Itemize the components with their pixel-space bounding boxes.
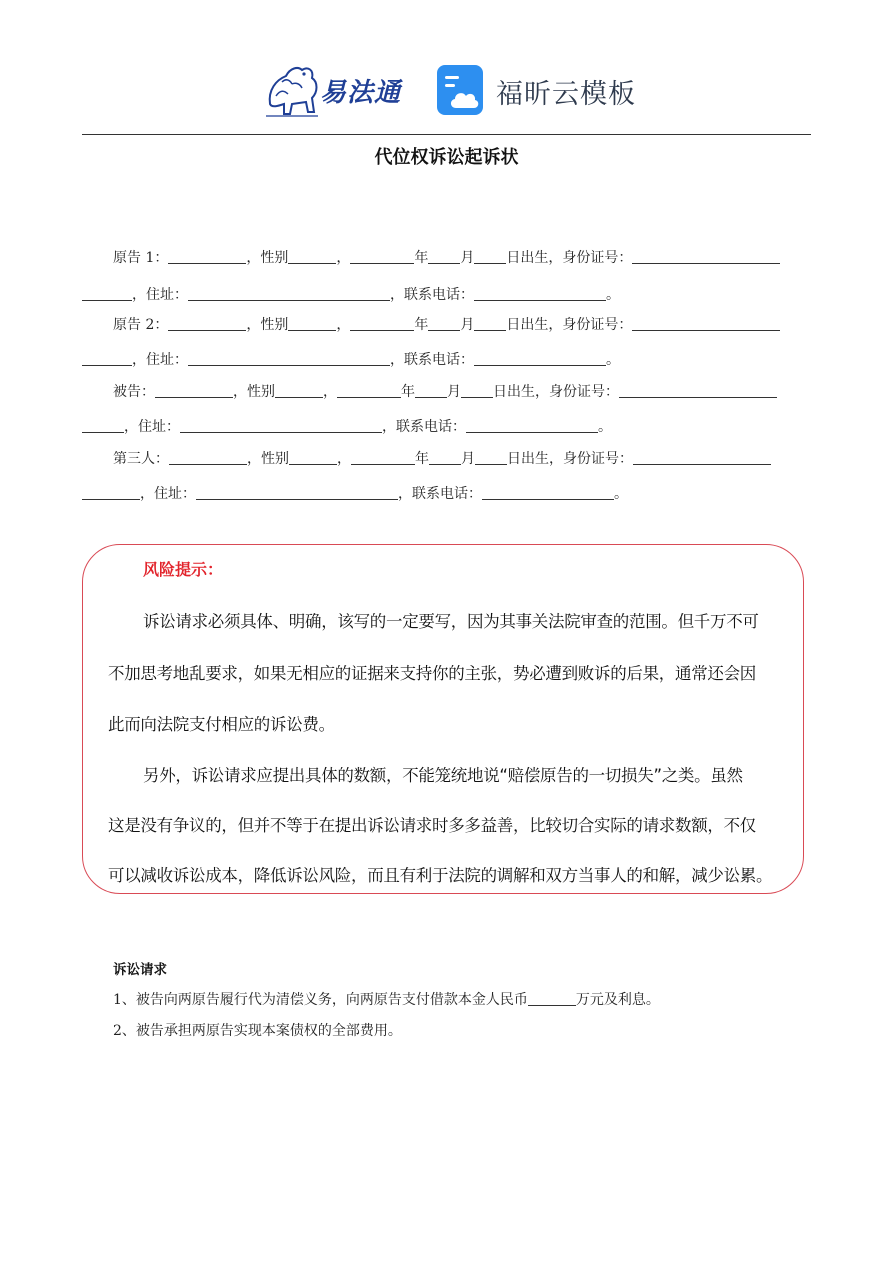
name-blank[interactable] <box>168 249 246 264</box>
id-number-blank-cont[interactable] <box>82 351 132 366</box>
risk-title: 风险提示： <box>143 560 224 579</box>
id-number-blank[interactable] <box>619 383 777 398</box>
id-number-blank-cont[interactable] <box>82 418 124 433</box>
party-label: 原告 1： <box>113 250 169 266</box>
month-blank[interactable] <box>415 383 447 398</box>
party-label: 原告 2： <box>113 317 169 333</box>
month-blank[interactable] <box>428 249 460 264</box>
gender-blank[interactable] <box>288 316 336 331</box>
address-blank[interactable] <box>180 418 382 433</box>
address-blank[interactable] <box>188 286 390 301</box>
month-blank[interactable] <box>428 316 460 331</box>
party-line-2: 原告 2： ，性别 ， 年 月 日出生，身份证号： <box>113 314 780 334</box>
name-blank[interactable] <box>169 450 247 465</box>
header <box>0 58 893 124</box>
party-line-4b: ，住址： ，联系电话： 。 <box>82 483 628 503</box>
risk-line: 诉讼请求必须具体、明确，该写的一定要写，因为其事关法院审查的范围。但千万不可 <box>143 612 759 631</box>
id-number-blank[interactable] <box>633 450 771 465</box>
phone-blank[interactable] <box>466 418 598 433</box>
requests-heading: 诉讼请求 <box>113 962 167 978</box>
day-blank[interactable] <box>474 316 506 331</box>
header-divider <box>82 134 811 135</box>
amount-blank[interactable] <box>528 991 576 1006</box>
address-blank[interactable] <box>188 351 390 366</box>
party-line-3b: ，住址： ，联系电话： 。 <box>82 416 612 436</box>
id-number-blank-cont[interactable] <box>82 286 132 301</box>
party-line-1b: ，住址： ，联系电话： 。 <box>82 284 620 304</box>
risk-line: 另外，诉讼请求应提出具体的数额，不能笼统地说“赔偿原告的一切损失”之类。虽然 <box>143 766 743 785</box>
phone-blank[interactable] <box>474 286 606 301</box>
gender-blank[interactable] <box>275 383 323 398</box>
risk-warning-box <box>82 544 804 894</box>
day-blank[interactable] <box>461 383 493 398</box>
phone-blank[interactable] <box>474 351 606 366</box>
day-blank[interactable] <box>475 450 507 465</box>
risk-line: 此而向法院支付相应的诉讼费。 <box>108 715 335 734</box>
gender-blank[interactable] <box>289 450 337 465</box>
logo2-text: 福昕云模板 <box>496 79 636 110</box>
party-line-4: 第三人： ，性别 ， 年 月 日出生，身份证号： <box>113 448 771 468</box>
party-line-2b: ，住址： ，联系电话： 。 <box>82 349 620 369</box>
month-blank[interactable] <box>429 450 461 465</box>
year-blank[interactable] <box>351 450 415 465</box>
address-blank[interactable] <box>196 485 398 500</box>
risk-line: 这是没有争议的，但并不等于在提出诉讼请求时多多益善，比较切合实际的请求数额，不仅 <box>108 816 757 835</box>
risk-line: 可以减收诉讼成本，降低诉讼风险，而且有利于法院的调解和双方当事人的和解，减少讼累。 <box>108 866 773 885</box>
id-number-blank[interactable] <box>632 249 780 264</box>
request-item-2: 2、被告承担两原告实现本案债权的全部费用。 <box>113 1023 402 1039</box>
year-blank[interactable] <box>350 249 414 264</box>
logo1-text: 易法通 <box>320 78 402 108</box>
phone-blank[interactable] <box>482 485 614 500</box>
id-number-blank[interactable] <box>632 316 780 331</box>
request-item-1: 1、被告向两原告履行代为清偿义务，向两原告支付借款本金人民币 万元及利息。 <box>113 992 660 1008</box>
party-line-1: 原告 1： ，性别 ， 年 月 日出生，身份证号： <box>113 247 780 267</box>
year-blank[interactable] <box>337 383 401 398</box>
year-blank[interactable] <box>350 316 414 331</box>
name-blank[interactable] <box>168 316 246 331</box>
party-label: 第三人： <box>113 451 169 467</box>
party-label: 被告： <box>113 384 155 400</box>
name-blank[interactable] <box>155 383 233 398</box>
party-line-3: 被告： ，性别 ， 年 月 日出生，身份证号： <box>113 381 777 401</box>
cloud-document-icon <box>436 64 486 116</box>
gender-blank[interactable] <box>288 249 336 264</box>
day-blank[interactable] <box>474 249 506 264</box>
risk-line: 不加思考地乱要求，如果无相应的证据来支持你的主张，势必遭到败诉的后果，通常还会因 <box>108 664 757 683</box>
document-title: 代位权诉讼起诉状 <box>374 147 519 168</box>
id-number-blank-cont[interactable] <box>82 485 140 500</box>
